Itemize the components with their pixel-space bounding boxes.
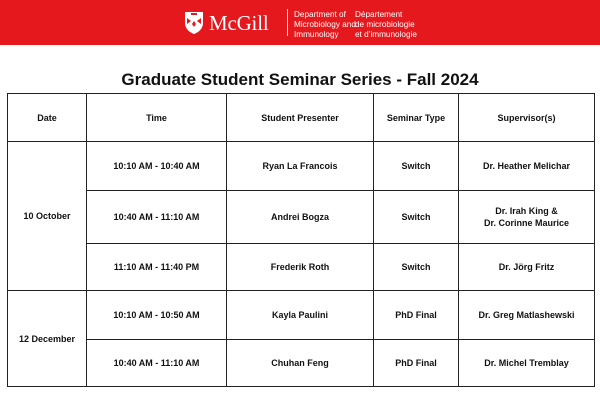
supervisor-cell bbox=[459, 291, 595, 340]
seminar-type-cell: Switch bbox=[374, 244, 459, 291]
header-seminar-type: Seminar Type bbox=[374, 94, 459, 142]
table-header-row bbox=[8, 94, 595, 142]
department-name-english bbox=[294, 10, 356, 40]
supervisor-name: Dr. Heather Melichar bbox=[482, 161, 571, 171]
supervisor-name: Dr. Jörg Fritz bbox=[498, 262, 555, 272]
time-cell: 10:10 AM - 10:40 AM bbox=[87, 142, 227, 191]
supervisor-name: Dr. Irah King & bbox=[495, 206, 558, 216]
supervisor-cell bbox=[459, 340, 595, 387]
mcgill-crest-icon bbox=[184, 11, 204, 35]
date-cell: 10 October bbox=[8, 142, 87, 291]
seminar-schedule-table bbox=[7, 93, 595, 387]
table-row bbox=[8, 142, 595, 191]
mcgill-logo bbox=[184, 8, 268, 38]
header-time: Time bbox=[87, 94, 227, 142]
table-row bbox=[8, 244, 595, 291]
seminar-type-cell: PhD Final bbox=[374, 340, 459, 387]
time-cell: 11:10 AM - 11:40 PM bbox=[87, 244, 227, 291]
presenter-cell: Kayla Paulini bbox=[227, 291, 374, 340]
supervisor-cell bbox=[459, 244, 595, 291]
dept-en-line: Microbiology and bbox=[294, 20, 356, 29]
mcgill-wordmark: McGill bbox=[209, 10, 269, 35]
logo-divider bbox=[287, 9, 288, 36]
page-title: Graduate Student Seminar Series - Fall 2024 bbox=[121, 70, 479, 89]
presenter-cell: Ryan La Francois bbox=[227, 142, 374, 191]
table-row bbox=[8, 191, 595, 244]
seminar-type-cell: Switch bbox=[374, 142, 459, 191]
table-row bbox=[8, 340, 595, 387]
header-presenter: Student Presenter bbox=[227, 94, 374, 142]
dept-en-line: Department of bbox=[294, 10, 346, 19]
dept-fr-line: Département bbox=[355, 10, 403, 19]
header-supervisors: Supervisor(s) bbox=[459, 94, 595, 142]
seminar-type-cell: Switch bbox=[374, 191, 459, 244]
dept-fr-line: et d’immunologie bbox=[355, 30, 417, 39]
supervisor-cell bbox=[459, 142, 595, 191]
department-name-french bbox=[355, 10, 417, 40]
supervisor-name: Dr. Greg Matlashewski bbox=[478, 310, 575, 320]
presenter-cell: Frederik Roth bbox=[227, 244, 374, 291]
dept-en-line: Immunology bbox=[294, 30, 339, 39]
dept-fr-line: de microbiologie bbox=[355, 20, 415, 29]
seminar-type-cell: PhD Final bbox=[374, 291, 459, 340]
presenter-cell: Andrei Bogza bbox=[227, 191, 374, 244]
supervisor-name: Dr. Corinne Maurice bbox=[483, 218, 570, 228]
time-cell: 10:40 AM - 11:10 AM bbox=[87, 340, 227, 387]
header-date: Date bbox=[8, 94, 87, 142]
presenter-cell: Chuhan Feng bbox=[227, 340, 374, 387]
date-cell: 12 December bbox=[8, 291, 87, 387]
mcgill-banner bbox=[0, 0, 600, 45]
table-row bbox=[8, 291, 595, 340]
time-cell: 10:40 AM - 11:10 AM bbox=[87, 191, 227, 244]
supervisor-cell bbox=[459, 191, 595, 244]
supervisor-name: Dr. Michel Tremblay bbox=[484, 358, 569, 368]
time-cell: 10:10 AM - 10:50 AM bbox=[87, 291, 227, 340]
